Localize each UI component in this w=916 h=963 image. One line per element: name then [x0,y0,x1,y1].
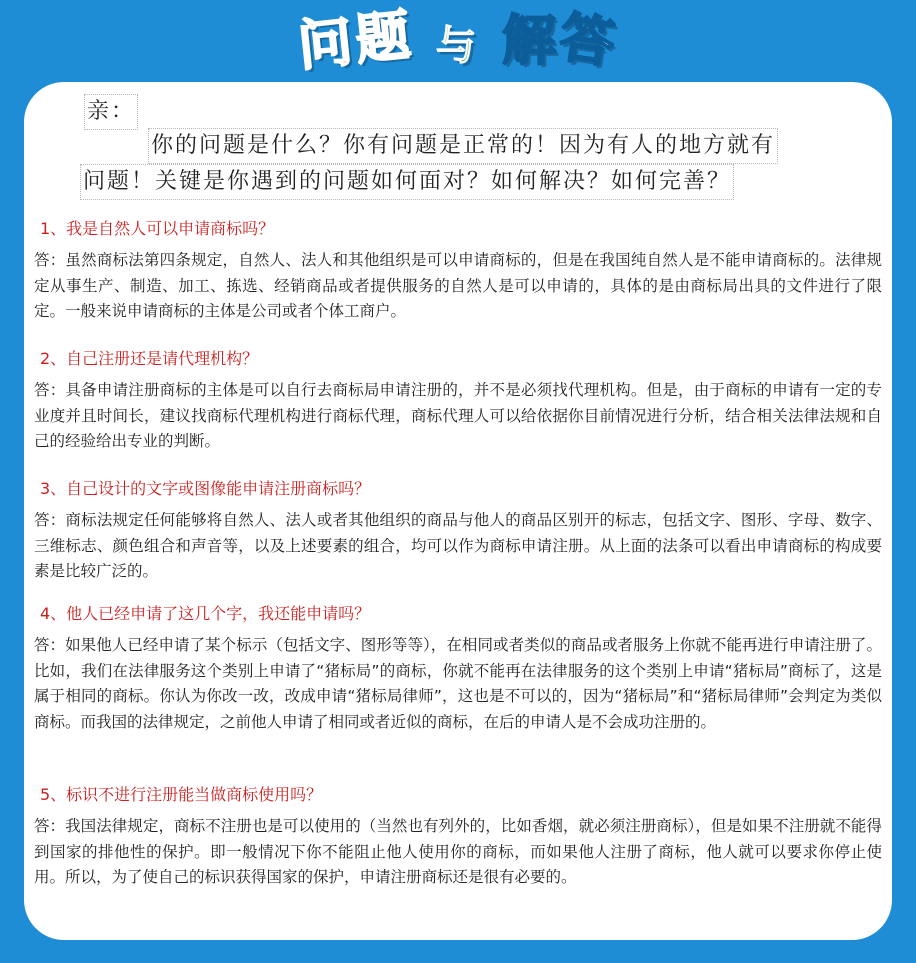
page-header [0,0,916,82]
intro-line-2: 问题！关键是你遇到的问题如何面对？如何解决？如何完善？ [80,164,734,200]
question-4: 4、他人已经申请了这几个字，我还能申请吗？ [40,604,371,623]
answer-2: 答：具备申请注册商标的主体是可以自行去商标局申请注册的，并不是必须找代理机构。但是，由于商标的申请有一定的专业度并且时间长，建议找商标代理机构进行商标代理，商标代理人可以给依据你目前情况进行分析，结合相关法律法规和自己的经验给出专业的判断。 [34,381,882,450]
question-5: 5、标识不进行注册能当做商标使用吗？ [40,785,323,804]
title-word-jie: 解 [502,9,560,72]
answer-1: 答：虽然商标法第四条规定，自然人、法人和其他组织是可以申请商标的，但是在我国纯自然人是不能申请商标的。法律规定从事生产、制造、加工、拣选、经销商品或者提供服务的自然人是可以申请的，具体的是由商标局出具的文件进行了限定。一般来说申请商标的主体是公司或者个体工商户。 [34,251,882,320]
title-word-yu: 与 [436,23,480,69]
answer-3: 答：商标法规定任何能够将自然人、法人或者其他组织的商品与他人的商品区别开的标志，包括文字、图形、字母、数字、三维标志、颜色组合和声音等，以及上述要素的组合，均可以作为商标申请注册。从上面的法条可以看出申请商标的构成要素是比较广泛的。 [34,511,882,580]
question-3: 3、自己设计的文字或图像能申请注册商标吗？ [40,479,371,498]
intro-line-1: 你的问题是什么？你有问题是正常的！因为有人的地方就有 [148,128,778,164]
qa-item-3 [34,478,882,585]
qa-item-4 [34,603,882,735]
content-card [24,82,892,940]
answer-4: 答：如果他人已经申请了某个标示（包括文字、图形等等），在相同或者类似的商品或者服务上你就不能再进行申请注册了。比如，我们在法律服务这个类别上申请了“猪标局”的商标，你就不能再在法律服务的这个类别上申请“猪标局”商标了，这是属于相同的商标。你认为你改一改，改成申请“猪标局律师”，这也是不可以的，因为“猪标局”和“猪标局律师”会判定为类似商标。而我国的法律规定，之前他人申请了相同或者近似的商标，在后的申请人是不会成功注册的。 [34,636,882,731]
question-2: 2、自己注册还是请代理机构？ [40,349,259,368]
qa-item-1 [34,218,882,325]
title-word-da: 答 [555,5,623,76]
qa-item-2 [34,348,882,455]
intro-greeting: 亲： [84,94,138,130]
qa-item-5 [34,784,882,891]
question-1: 1、我是自然人可以申请商标吗？ [40,219,275,238]
title-word-wenti: 问题 [294,3,417,78]
answer-5: 答：我国法律规定，商标不注册也是可以使用的（当然也有列外的，比如香烟，就必须注册商标），但是如果不注册就不能得到国家的排他性的保护。即一般情况下你不能阻止他人使用你的商标，而如果他人注册了商标，他人就可以要求你停止使用。所以，为了使自己的标识获得国家的保护，申请注册商标还是很有必要的。 [34,817,882,886]
